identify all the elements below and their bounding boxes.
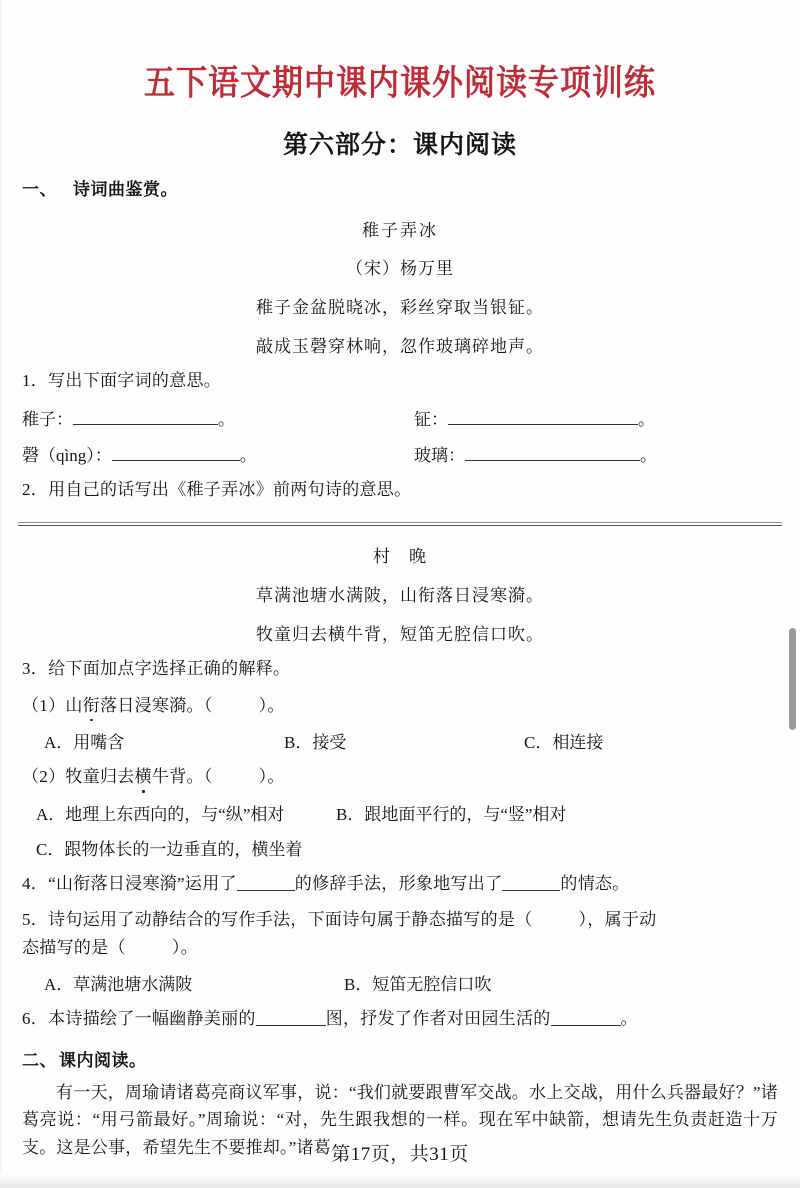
poem-cunwan: [0, 542, 800, 645]
question-1-item-qing-label: 磬（qìng）：: [22, 445, 112, 465]
page-footer: 第17页，共31页: [331, 1144, 469, 1165]
choice-3-1-a[interactable]: A．用嘴含: [44, 733, 125, 752]
answer-blank-q4-2[interactable]: [502, 873, 560, 891]
question-3-sub-2-choices-row-1: [36, 800, 800, 825]
question-1-item-boli-tail: 。: [640, 445, 657, 465]
question-5-line-1: [22, 907, 776, 933]
question-5-text-a: 5．诗句运用了动静结合的写作手法，下面诗句属于静态描写的是（: [22, 910, 533, 929]
answer-blank-q4-1[interactable]: [237, 873, 295, 891]
question-6: [22, 1006, 776, 1032]
question-4-part-1: 4．“山衔落日浸寒漪”运用了: [22, 873, 237, 893]
emphasis-dot-xian: 衔: [83, 693, 100, 719]
question-3-sub-2-pre: （2）牧童归去: [22, 767, 135, 786]
choice-5-b[interactable]: B．短笛无腔信口吹: [344, 975, 492, 994]
question-1-item-zhizi-label: 稚子：: [22, 409, 73, 429]
section-heading-one: [22, 175, 800, 200]
choice-3-1-b[interactable]: B．接受: [284, 733, 347, 752]
reading-passage: 有一天，周瑜请诸葛亮商议军事，说：“我们就要跟曹军交战。水上交战，用什么兵器最好？”诸葛亮说：“用弓箭最好。”周瑜说：“对，先生跟我想的一样。现在军中缺箭，想请先生负责赶造十万支。这是公事，希望先生不要推却。”诸葛: [22, 1082, 778, 1157]
question-4: [22, 871, 776, 897]
poem-zhizinongbing: [0, 216, 800, 357]
choice-5-a[interactable]: A．草满池塘水满陂: [44, 975, 193, 994]
choice-3-2-a[interactable]: A．地理上东西向的，与“纵”相对: [36, 804, 285, 824]
question-3-sub-1-pre: （1）山: [22, 695, 83, 715]
question-3-sub-2-post: 牛背。（: [151, 767, 213, 786]
question-3-sub-2: [22, 764, 800, 790]
question-2-prompt: 2．用自己的话写出《稚子弄冰》前两句诗的意思。: [22, 479, 412, 499]
question-5-text-b: ），属于动: [578, 910, 657, 929]
question-3-sub-1: [22, 693, 800, 719]
question-4-part-2: 的修辞手法，形象地写出了: [294, 873, 503, 893]
poem-line-1: 稚子金盆脱晓冰，彩丝穿取当银钲。: [256, 298, 544, 317]
question-4-part-3: 的情态。: [560, 873, 630, 893]
answer-blank-boli[interactable]: [465, 443, 640, 461]
section-one-number: 一、: [22, 180, 57, 199]
answer-blank-zheng[interactable]: [448, 407, 638, 425]
question-1-item-boli: [414, 441, 800, 466]
question-1-item-qing: [22, 441, 414, 466]
question-1-prompt: 1．写出下面字词的意思。: [22, 371, 222, 390]
question-1-row-2: [22, 441, 800, 466]
choice-3-2-b[interactable]: B．跟地面平行的，与“竖”相对: [336, 804, 567, 824]
question-3-sub-1-end: ）。: [258, 695, 285, 715]
poem-cunwan-title: 村 晚: [373, 547, 427, 566]
question-1-item-zhizi-tail: 。: [218, 409, 235, 429]
question-1-item-boli-label: 玻璃：: [414, 445, 465, 465]
question-3-sub-2-end: ）。: [258, 767, 285, 786]
poem-title: 稚子弄冰: [362, 221, 438, 240]
section-two-number: 二、: [22, 1050, 57, 1070]
section-one-label: 诗词曲鉴赏。: [73, 180, 178, 199]
emphasis-dot-heng: 横: [135, 764, 152, 790]
answer-blank-q6-2[interactable]: [551, 1008, 621, 1026]
question-3-sub-1-choices: [44, 728, 800, 753]
question-2-answer-rule[interactable]: [18, 522, 782, 526]
question-3-sub-2-choices-row-2: [36, 835, 800, 860]
question-1-item-zheng-tail: 。: [638, 409, 655, 429]
scrollbar[interactable]: [786, 0, 800, 1188]
poem-author: （宋）杨万里: [346, 259, 454, 278]
question-1-item-zhizi: [22, 405, 414, 430]
page-bottom-band: [0, 1174, 800, 1188]
question-1-row-1: [22, 405, 800, 430]
question-6-part-1: 6．本诗描绘了一幅幽静美丽的: [22, 1009, 256, 1028]
poem-line-2: 敲成玉磬穿林响，忽作玻璃碎地声。: [256, 337, 544, 356]
poem-cunwan-line-1: 草满池塘水满陂，山衔落日浸寒漪。: [256, 586, 544, 605]
question-1-item-zheng-label: 钲：: [414, 409, 448, 429]
question-3-prompt: 3．给下面加点字选择正确的解释。: [22, 659, 291, 678]
answer-blank-qing[interactable]: [112, 443, 240, 461]
question-5-line-2: [22, 935, 800, 961]
poem-cunwan-line-2: 牧童归去横牛背，短笛无腔信口吹。: [256, 625, 544, 644]
question-5-text-d: ）。: [171, 937, 198, 957]
question-1-item-zheng: [414, 405, 800, 430]
answer-blank-zhizi[interactable]: [73, 407, 218, 425]
question-6-part-3: 。: [620, 1009, 638, 1028]
question-5-choices: [44, 970, 800, 995]
question-3-sub-1-post: 落日浸寒漪。（: [100, 695, 213, 715]
section-heading-two: [22, 1046, 800, 1071]
scrollbar-thumb[interactable]: [789, 628, 796, 730]
choice-3-1-c[interactable]: C．相连接: [524, 733, 604, 752]
page-title: 五下语文期中课内课外阅读专项训练: [144, 62, 656, 103]
page-subtitle: 第六部分：课内阅读: [282, 132, 517, 159]
question-1-item-qing-tail: 。: [239, 445, 257, 465]
answer-blank-q6-1[interactable]: [256, 1008, 326, 1026]
section-two-label: 课内阅读。: [59, 1050, 147, 1070]
choice-3-2-c[interactable]: C．跟物体长的一边垂直的，横坐着: [36, 839, 303, 859]
question-5-text-c: 态描写的是（: [22, 937, 126, 957]
question-6-part-2: 图，抒发了作者对田园生活的: [325, 1009, 551, 1028]
